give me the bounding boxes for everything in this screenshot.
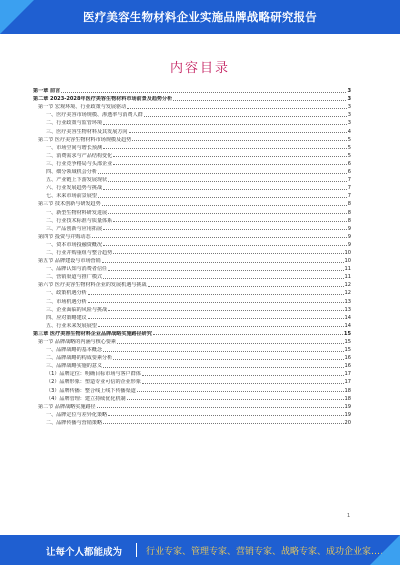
toc-entry[interactable]: [33, 118, 351, 126]
toc-leader-dots: [108, 270, 343, 271]
toc-entry[interactable]: [33, 248, 351, 256]
toc-entry-text: 四、应对策略建议: [46, 314, 87, 321]
toc-entry[interactable]: [33, 296, 351, 304]
footer-bar: [0, 535, 400, 565]
toc-entry-text: 一、品牌认知与消费者信任: [46, 266, 108, 273]
document-title: 医疗美容生物材料企业实施品牌战略研究报告: [83, 10, 317, 24]
toc-entry[interactable]: [33, 199, 351, 207]
toc-entry-page: 9: [347, 241, 351, 248]
toc-entry[interactable]: [33, 337, 351, 345]
toc-leader-dots: [148, 286, 344, 287]
toc-entry-page: 8: [347, 201, 351, 208]
toc-entry-text: 第二节 品牌战略实施路径: [38, 403, 96, 410]
toc-entry[interactable]: [33, 272, 351, 280]
toc-leader-dots: [61, 92, 346, 93]
toc-entry[interactable]: [33, 191, 351, 199]
toc-leader-dots: [103, 423, 343, 424]
toc-entry-page: 16: [344, 355, 351, 362]
toc-leader-dots: [98, 173, 347, 174]
toc-leader-dots: [144, 116, 347, 117]
toc-leader-dots: [102, 262, 344, 263]
toc-entry[interactable]: [33, 361, 351, 369]
toc-entry-page: 10: [344, 258, 351, 265]
toc-entry-page: 5: [347, 152, 351, 159]
toc-leader-dots: [108, 415, 343, 416]
toc-entry-page: 3: [347, 88, 351, 95]
toc-entry-page: 11: [344, 274, 351, 281]
toc-entry[interactable]: [33, 256, 351, 264]
toc-leader-dots: [113, 221, 347, 222]
toc-entry-text: 第三节 技术创新与研发趋势: [38, 201, 101, 208]
toc-leader-dots: [103, 278, 343, 279]
toc-entry-page: 7: [347, 193, 351, 200]
toc-entry-page: 13: [344, 298, 351, 305]
toc-entry[interactable]: [33, 151, 351, 159]
toc-leader-dots: [108, 181, 347, 182]
toc-entry[interactable]: [33, 102, 351, 110]
toc-entry[interactable]: [33, 313, 351, 321]
toc-entry-text: 第五节 品牌建设与市场营销: [38, 258, 101, 265]
toc-entry-page: 12: [344, 282, 351, 289]
toc-entry-text: （1）品牌定位：明确目标市场与客户群体: [46, 371, 141, 378]
toc-entry-text: 第一节 品牌战略的内涵与核心要素: [38, 339, 117, 345]
toc-entry-page: 17: [344, 379, 351, 386]
toc-entry-text: 二、行业政策与监管环境: [46, 120, 103, 127]
toc-leader-dots: [113, 164, 347, 165]
toc-leader-dots: [113, 156, 347, 157]
toc-leader-dots: [132, 140, 346, 141]
toc-entry[interactable]: [33, 418, 351, 426]
toc-entry[interactable]: [33, 305, 351, 313]
toc-entry[interactable]: [33, 240, 351, 248]
toc-leader-dots: [103, 189, 347, 190]
toc-entry-text: 二、市场机遇分析: [46, 298, 87, 305]
toc-entry-page: 11: [344, 266, 351, 273]
toc-entry[interactable]: [33, 394, 351, 402]
toc-leader-dots: [113, 359, 343, 360]
toc-entry[interactable]: [33, 402, 351, 410]
table-of-contents: [33, 86, 351, 426]
toc-entry[interactable]: [33, 110, 351, 118]
toc-entry-text: 三、产品创新与应用拓展: [46, 225, 103, 232]
toc-entry-page: 9: [347, 225, 351, 232]
toc-entry-text: 三、医疗美容生物材料及其发展方向: [46, 128, 128, 135]
toc-entry[interactable]: [33, 288, 351, 296]
toc-entry-page: 4: [347, 128, 351, 135]
toc-entry-page: 7: [347, 185, 351, 192]
toc-leader-dots: [92, 237, 347, 238]
toc-leader-dots: [103, 148, 347, 149]
toc-leader-dots: [88, 318, 344, 319]
toc-entry[interactable]: [33, 232, 351, 240]
toc-entry-text: 二、行业并购重组与整合趋势: [46, 249, 113, 256]
toc-entry-page: 3: [347, 104, 351, 111]
toc-entry-text: 四、细分领域机会分析: [46, 169, 97, 176]
toc-entry-text: 二、行业技术标准与质量体系: [46, 217, 113, 224]
toc-entry[interactable]: [33, 385, 351, 393]
toc-entry[interactable]: [33, 126, 351, 134]
toc-entry-page: 5: [347, 144, 351, 151]
toc-entry[interactable]: [33, 353, 351, 361]
toc-entry-page: 15: [344, 347, 351, 354]
toc-entry-page: 19: [344, 411, 351, 418]
toc-entry-page: 7: [347, 177, 351, 184]
toc-entry-page: 12: [344, 290, 351, 297]
toc-leader-dots: [127, 399, 344, 400]
toc-leader-dots: [103, 367, 343, 368]
footer-accent-triangle: [370, 535, 400, 565]
toc-entry-text: 一、资本市场投融资概况: [46, 241, 103, 248]
toc-leader-dots: [142, 375, 344, 376]
footer-slogan: 让每个人都能成为: [46, 547, 123, 558]
toc-leader-dots: [108, 213, 347, 214]
toc-entry-page: 20: [344, 419, 351, 426]
toc-entry-text: （3）品牌传播：整合线上线下传播渠道: [46, 387, 136, 394]
toc-leader-dots: [103, 351, 343, 352]
toc-entry[interactable]: [33, 410, 351, 418]
toc-entry-page: 6: [347, 169, 351, 176]
toc-entry-text: （4）品牌管理：建立持续优化机制: [46, 395, 126, 402]
toc-entry-page: 5: [347, 136, 351, 143]
toc-entry[interactable]: [33, 321, 351, 329]
toc-leader-dots: [98, 326, 344, 327]
toc-leader-dots: [103, 245, 347, 246]
toc-entry-page: 18: [344, 395, 351, 402]
toc-entry-page: 10: [344, 249, 351, 256]
toc-entry-page: 9: [347, 233, 351, 240]
toc-entry-page: 19: [344, 403, 351, 410]
toc-entry-text: 第六节 医疗美容生物材料企业的发展机遇与挑战: [38, 282, 147, 289]
toc-leader-dots: [117, 343, 343, 344]
toc-leader-dots: [88, 302, 344, 303]
toc-entry[interactable]: [33, 377, 351, 385]
toc-leader-dots: [103, 124, 347, 125]
toc-entry[interactable]: [33, 224, 351, 232]
toc-leader-dots: [129, 132, 347, 133]
toc-entry-page: 13: [344, 306, 351, 313]
toc-entry-text: 一、新型生物材料研发进展: [46, 209, 108, 216]
toc-entry-text: 三、企业面临的风险与挑战: [46, 306, 108, 313]
toc-entry-text: 第四节 投资与并购动态: [38, 233, 91, 240]
toc-entry-text: 六、行业发展趋势与挑战: [46, 185, 103, 192]
toc-entry-text: 五、行业未来发展展望: [46, 322, 97, 329]
page-number: 1: [347, 513, 351, 519]
toc-entry-page: 8: [347, 209, 351, 216]
toc-entry[interactable]: [33, 94, 351, 102]
toc-leader-dots: [173, 100, 346, 101]
toc-entry-text: 三、行业竞争格局与头部企业: [46, 160, 113, 167]
toc-entry-text: 一、市场空间与增长预测: [46, 144, 103, 151]
toc-entry[interactable]: [33, 167, 351, 175]
toc-entry-text: 三、品牌战略实施的意义: [46, 363, 103, 370]
toc-leader-dots: [108, 310, 343, 311]
toc-leader-dots: [97, 407, 344, 408]
toc-entry-text: 一、品牌战略的基本概念: [46, 347, 103, 354]
toc-entry-page: 8: [347, 217, 351, 224]
toc-entry[interactable]: [33, 280, 351, 288]
toc-entry-text: 二、消费需求与产品结构变化: [46, 152, 113, 159]
toc-entry[interactable]: [33, 345, 351, 353]
toc-entry-page: 3: [347, 120, 351, 127]
toc-entry-text: 第二章 2023-2028年医疗美容生物材料市场前景及趋势分析: [33, 96, 173, 103]
toc-entry[interactable]: [33, 135, 351, 143]
toc-entry[interactable]: [33, 175, 351, 183]
toc-entry-page: 3: [347, 96, 351, 103]
toc-entry-text: 五、产业链上下游发展现状: [46, 177, 108, 184]
toc-entry[interactable]: [33, 143, 351, 151]
toc-entry-page: 18: [344, 387, 351, 394]
toc-entry-page: 3: [347, 112, 351, 119]
toc-heading: 内容目录: [169, 61, 230, 76]
toc-entry-text: 七、未来市场前景展望: [46, 193, 97, 200]
toc-leader-dots: [127, 108, 347, 109]
toc-entry-page: 17: [344, 371, 351, 378]
toc-entry-page: 15: [344, 339, 351, 345]
toc-entry-text: 二、品牌传播与营销策略: [46, 419, 103, 426]
toc-leader-dots: [153, 334, 343, 335]
toc-entry-text: 一、政策机遇分析: [46, 290, 87, 297]
toc-entry[interactable]: [33, 216, 351, 224]
toc-entry[interactable]: [33, 207, 351, 215]
toc-entry-text: 二、营销渠道与推广模式: [46, 274, 103, 281]
toc-entry[interactable]: [33, 86, 351, 94]
toc-entry-page: 14: [344, 322, 351, 329]
toc-entry[interactable]: [33, 159, 351, 167]
toc-entry-page: 6: [347, 160, 351, 167]
toc-leader-dots: [102, 205, 347, 206]
toc-leader-dots: [142, 383, 344, 384]
toc-entry-page: 16: [344, 363, 351, 370]
footer-divider: [136, 543, 137, 557]
footer-roles: 行业专家、管理专家、营销专家、战略专家、成功企业家……: [146, 547, 390, 557]
toc-leader-dots: [137, 391, 344, 392]
toc-entry-page: 14: [344, 314, 351, 321]
toc-entry-text: 第一章 前言: [33, 88, 61, 95]
toc-entry-text: 第二节 医疗美容生物材料市场规模及趋势: [38, 136, 132, 143]
header-bar: [0, 0, 400, 34]
toc-leader-dots: [103, 229, 347, 230]
toc-entry[interactable]: [33, 329, 351, 337]
toc-entry-text: （2）品牌形象：塑造专业可信的企业形象: [46, 379, 141, 386]
toc-entry-page: 15: [343, 330, 351, 337]
toc-entry-text: 二、品牌战略的构成要素分析: [46, 355, 113, 362]
toc-leader-dots: [88, 294, 344, 295]
toc-entry-text: 第一节 宏观环境、行业政策与发展驱动: [38, 104, 127, 111]
toc-entry-text: 一、医疗美容市场规模、渗透率与消费人群: [46, 112, 143, 119]
toc-leader-dots: [98, 197, 347, 198]
toc-entry[interactable]: [33, 264, 351, 272]
toc-entry[interactable]: [33, 183, 351, 191]
toc-entry-text: 一、品牌定位与差异化策略: [46, 411, 108, 418]
toc-leader-dots: [113, 253, 343, 254]
toc-entry-text: 第三章 医疗美容生物材料企业品牌战略实施路径研究: [33, 330, 152, 337]
toc-entry[interactable]: [33, 369, 351, 377]
